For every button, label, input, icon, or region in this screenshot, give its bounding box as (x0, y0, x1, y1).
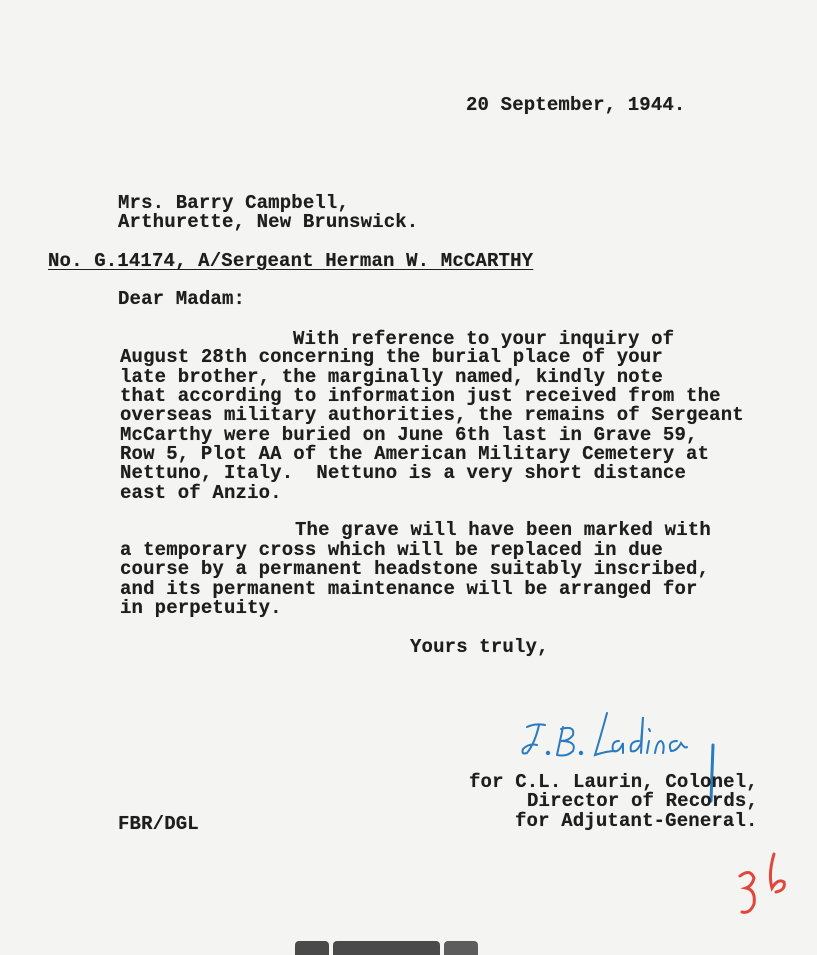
page-number-mark (732, 848, 797, 920)
signature-line-2: Director of Records, (527, 790, 759, 812)
body-line: in perpetuity. (120, 597, 282, 619)
body-line: McCarthy were buried on June 6th last in Grave 59, (120, 424, 698, 446)
closing: Yours truly, (410, 636, 549, 658)
recipient-name: Mrs. Barry Campbell, (118, 192, 350, 214)
body-line: Nettuno, Italy. Nettuno is a very short distance (120, 462, 687, 484)
body-line: Row 5, Plot AA of the American Military Cemetery at (120, 443, 710, 465)
signature-line-3: for Adjutant-General. (515, 810, 758, 832)
toolbar-button[interactable] (444, 941, 478, 955)
body-line: late brother, the marginally named, kindly note (120, 366, 663, 388)
body-line: August 28th concerning the burial place of your (120, 346, 663, 368)
recipient-address: Arthurette, New Brunswick. (118, 211, 419, 233)
body-line: overseas military authorities, the remains of Sergeant (120, 404, 744, 426)
body-line: a temporary cross which will be replaced in due (120, 539, 663, 561)
body-line: east of Anzio. (120, 482, 282, 504)
body-line: The grave will have been marked with (295, 519, 711, 541)
signature-line-1: for C.L. Laurin, Colonel, (469, 771, 758, 793)
body-line: With reference to your inquiry of (293, 328, 675, 350)
toolbar-scrollbar[interactable] (333, 941, 440, 955)
subject-line: No. G.14174, A/Sergeant Herman W. McCARTHY (48, 250, 534, 272)
reference-initials: FBR/DGL (118, 813, 199, 835)
body-line: course by a permanent headstone suitably inscribed, (120, 558, 710, 580)
body-line: and its permanent maintenance will be arranged for (120, 578, 698, 600)
letter-date: 20 September, 1944. (466, 94, 686, 116)
salutation: Dear Madam: (118, 288, 246, 310)
body-line: that according to information just received from the (120, 385, 721, 407)
toolbar-button[interactable] (295, 941, 329, 955)
